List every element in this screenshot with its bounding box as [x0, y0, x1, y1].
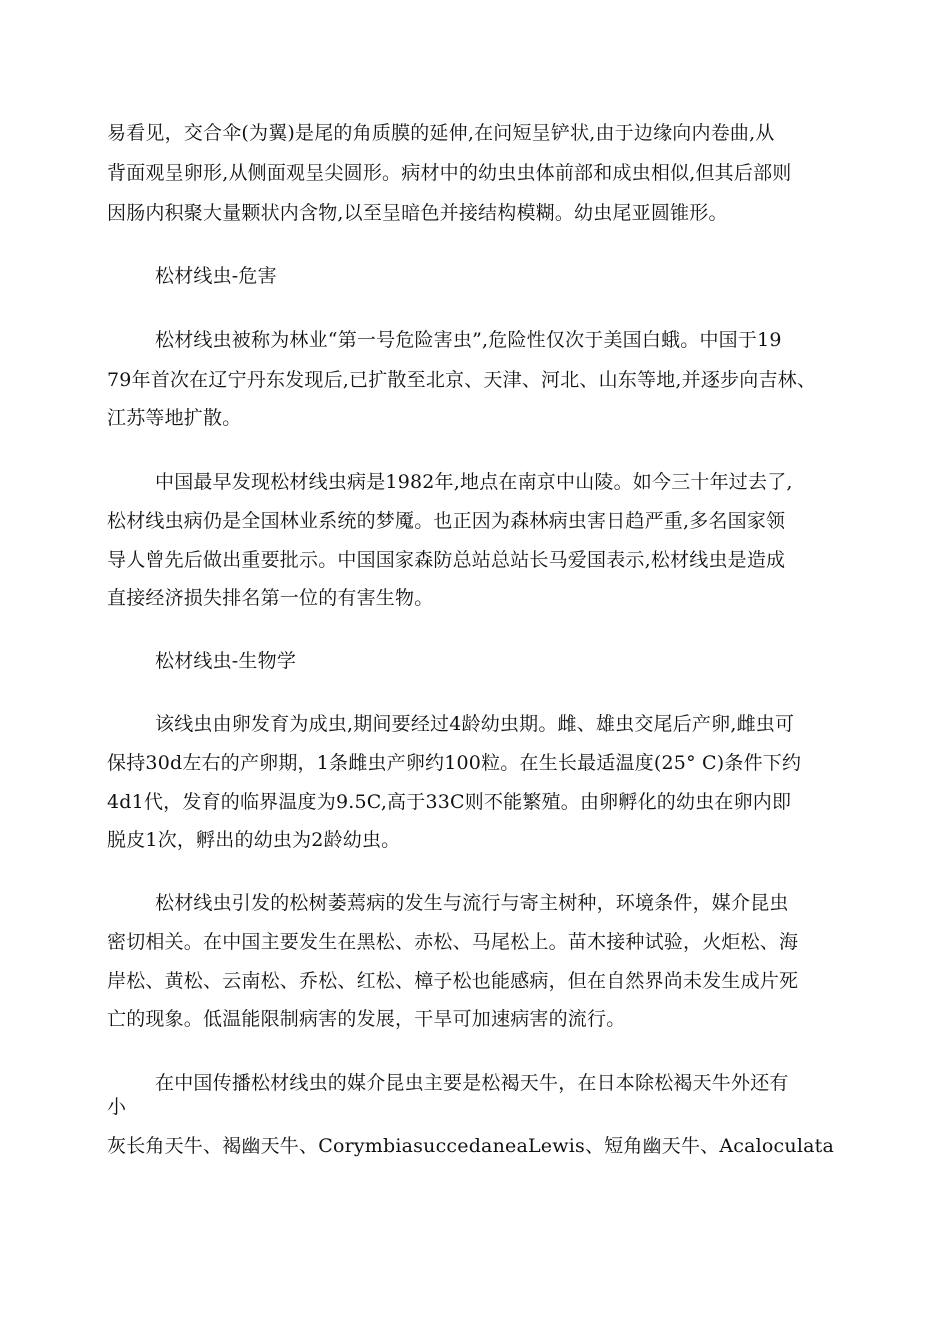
paragraph-line: 79年首次在辽宁丹东发现后,已扩散至北京、天津、河北、山东等地,并逐步向吉林、 [107, 369, 817, 391]
paragraph-line: 松材线虫引发的松树萎蔫病的发生与流行与寄主树种，环境条件，媒介昆虫 [155, 892, 789, 914]
paragraph-line: 在中国传播松材线虫的媒介昆虫主要是松褐天牛，在日本除松褐天牛外还有 [155, 1072, 789, 1094]
paragraph-line: 易看见，交合伞(为翼)是尾的角质膜的延伸,在问短呈铲状,由于边缘向内卷曲,从 [107, 122, 775, 144]
paragraph-line: 保持30d左右的产卵期，1条雌虫产卵约100粒。在生长最适温度(25° C)条件下约 [107, 752, 802, 774]
paragraph-line: 因肠内积聚大量颗状内含物,以至呈暗色并接结构模糊。幼虫尾亚圆锥形。 [107, 202, 728, 224]
paragraph-line: 直接经济损失排名第一位的有害生物。 [107, 587, 434, 609]
paragraph-line: 背面观呈卵形,从侧面观呈尖圆形。病材中的幼虫虫体前部和成虫相似,但其后部则 [107, 162, 792, 184]
paragraph-line: 导人曾先后做出重要批示。中国国家森防总站总站长马爱国表示,松材线虫是造成 [107, 549, 786, 571]
paragraph-line: 灰长角天牛、褐幽天牛、CorymbiasuccedaneaLewis、短角幽天牛、Acaloculata [107, 1135, 834, 1157]
paragraph-line: 4d1代，发育的临界温度为9.5C,高于33C则不能繁殖。由卵孵化的幼虫在卵内即 [107, 791, 792, 813]
paragraph-line: 中国最早发现松材线虫病是1982年,地点在南京中山陵。如今三十年过去了, [155, 471, 793, 493]
paragraph-line: 亡的现象。低温能限制病害的发展，干旱可加速病害的流行。 [107, 1008, 626, 1030]
paragraph-line: 岸松、黄松、云南松、乔松、红松、樟子松也能感病，但在自然界尚未发生成片死 [107, 970, 799, 992]
paragraph-line: 江苏等地扩散。 [107, 407, 242, 429]
paragraph-line: 该线虫由卵发育为成虫,期间要经过4龄幼虫期。雌、雄虫交尾后产卵,雌虫可 [155, 713, 795, 735]
paragraph-line: 松材线虫被称为林业“第一号危险害虫”,危险性仅次于美国白蛾。中国于19 [155, 329, 782, 351]
paragraph-line: 脱皮1次，孵出的幼虫为2龄幼虫。 [107, 829, 401, 851]
section-heading: 松材线虫-危害 [155, 265, 277, 287]
paragraph-line: 密切相关。在中国主要发生在黑松、赤松、马尾松上。苗木接种试验，火炬松、海 [107, 931, 799, 953]
section-heading: 松材线虫-生物学 [155, 650, 297, 672]
paragraph-line: 小 [107, 1096, 127, 1118]
paragraph-line: 松材线虫病仍是全国林业系统的梦魇。也正因为森林病虫害日趋严重,多名国家领 [107, 510, 786, 532]
